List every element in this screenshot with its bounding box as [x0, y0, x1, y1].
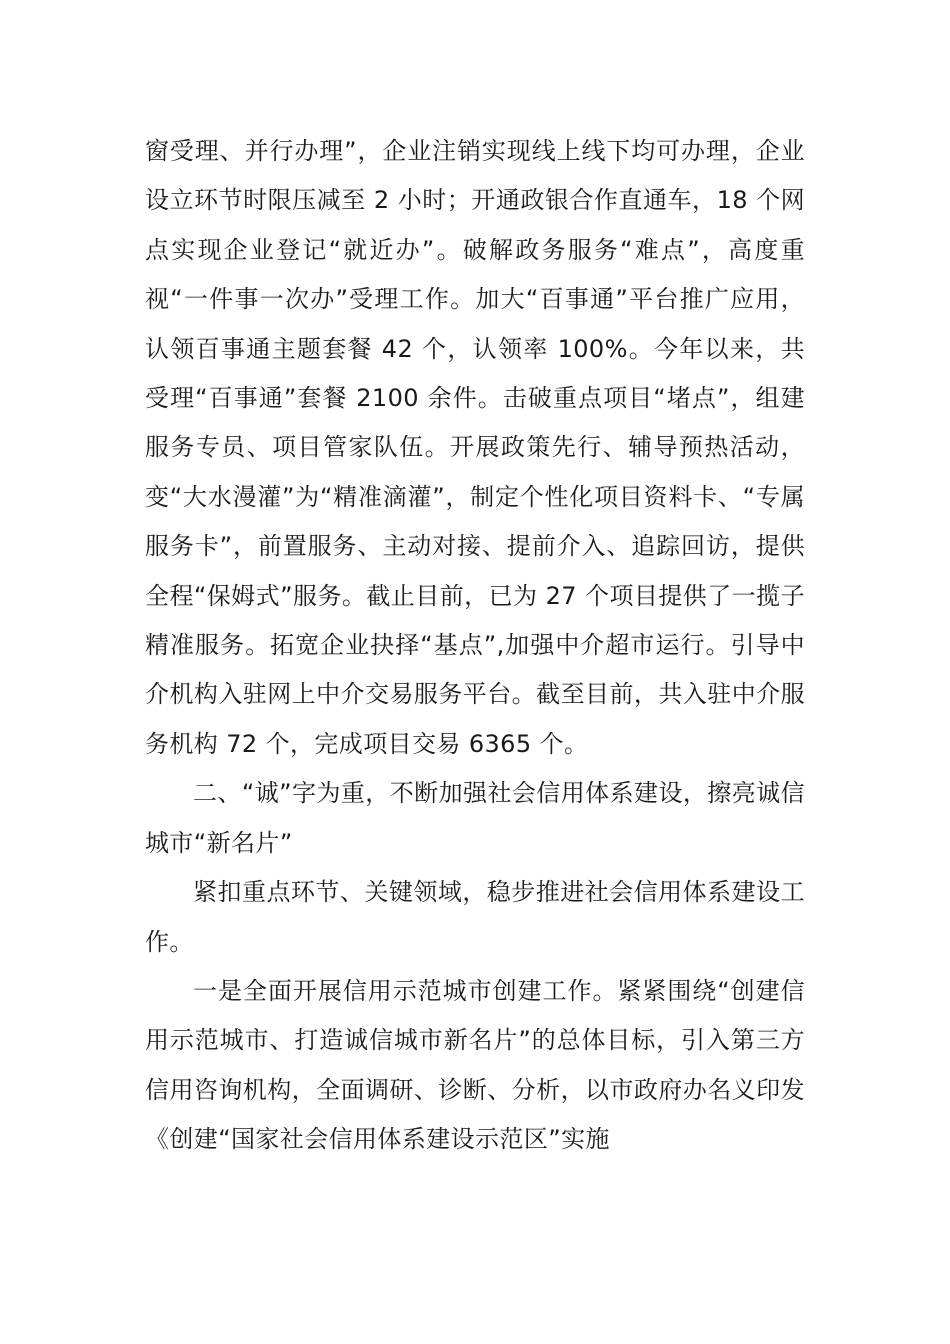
document-page — [145, 127, 805, 1165]
paragraph-continuation: 窗受理、并行办理”，企业注销实现线上线下均可办理，企业设立环节时限压减至 2 小时；开通政银合作直通车，18 个网点实现企业登记“就近办”。破解政务服务“难点”，高度重视“一件事一次办”受理工作。加大“百事通”平台推广应用，认领百事通主题套餐 42 个，认领率 100%。今年以来，共受理“百事通”套餐 2100 余件。击破重点项目“堵点”，组建服务专员、项目管家队伍。开展政策先行、辅导预热活动，变“大水漫灌”为“精准滴灌”，制定个性化项目资料卡、“专属服务卡”，前置服务、主动对接、提前介入、追踪回访，提供全程“保姆式”服务。截止目前，已为 27 个项目提供了一揽子精准服务。拓宽企业抉择“基点”,加强中介超市运行。引导中介机构入驻网上中介交易服务平台。截至目前，共入驻中介服务机构 72 个，完成项目交易 6365 个。 — [145, 137, 805, 758]
section-heading-two: 二、“诚”字为重，不断加强社会信用体系建设，擦亮诚信城市“新名片” — [145, 779, 805, 857]
paragraph-item-one: 一是全面开展信用示范城市创建工作。紧紧围绕“创建信用示范城市、打造诚信城市新名片”的总体目标，引入第三方信用咨询机构，全面调研、诊断、分析，以市政府办名义印发《创建“国家社会信用体系建设示范区”实施 — [145, 976, 805, 1154]
paragraph-intro: 紧扣重点环节、关键领域，稳步推进社会信用体系建设工作。 — [145, 878, 805, 956]
